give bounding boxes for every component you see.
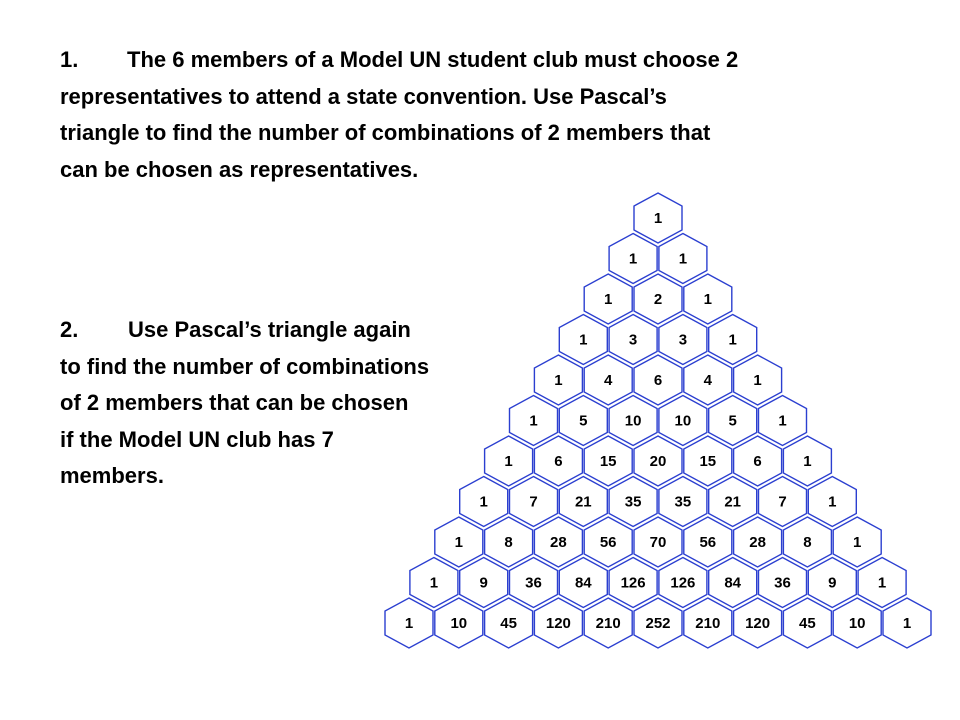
pascal-cell-r6-c5 bbox=[734, 436, 782, 486]
pascal-cell-r4-c3 bbox=[684, 355, 732, 405]
pascal-cell-r8-c6 bbox=[734, 517, 782, 567]
pascal-value: 3 bbox=[628, 331, 638, 349]
pascal-value: 3 bbox=[678, 331, 688, 349]
pascal-cell-r6-c1 bbox=[534, 436, 582, 486]
pascal-cell-r10-c2 bbox=[485, 598, 533, 648]
pascal-cell-r4-c0 bbox=[534, 355, 582, 405]
pascal-cell-r7-c6 bbox=[759, 477, 807, 527]
pascal-value: 126 bbox=[670, 574, 696, 592]
pascal-cell-r5-c3 bbox=[659, 396, 707, 446]
pascal-value: 56 bbox=[699, 533, 717, 551]
pascal-cell-r4-c1 bbox=[584, 355, 632, 405]
pascal-value: 70 bbox=[649, 533, 667, 551]
pascal-value: 56 bbox=[599, 533, 617, 551]
pascal-value: 4 bbox=[703, 371, 712, 389]
problem-2-line-3: of 2 members that can be chosen bbox=[60, 390, 409, 415]
pascal-value: 1 bbox=[404, 614, 414, 632]
pascal-cell-r10-c6 bbox=[684, 598, 732, 648]
pascal-value: 1 bbox=[529, 412, 538, 430]
pascal-cell-r1-c1 bbox=[659, 234, 707, 284]
problem-1-line-4: can be chosen as representatives. bbox=[60, 156, 419, 182]
pascal-cell-r10-c4 bbox=[584, 598, 632, 648]
pascal-cell-r7-c7 bbox=[808, 477, 856, 527]
pascal-value: 5 bbox=[579, 412, 588, 430]
pascal-cell-r8-c3 bbox=[584, 517, 632, 567]
pascal-value: 1 bbox=[703, 290, 712, 308]
pascal-cell-r8-c7 bbox=[783, 517, 831, 567]
pascal-cell-r10-c7 bbox=[734, 598, 782, 648]
pascal-cell-r9-c2 bbox=[510, 558, 558, 608]
pascal-value: 1 bbox=[628, 250, 638, 268]
pascal-cell-r2-c0 bbox=[584, 274, 632, 324]
pascal-value: 126 bbox=[620, 574, 646, 592]
pascal-cell-r9-c8 bbox=[808, 558, 856, 608]
pascal-cell-r10-c9 bbox=[833, 598, 881, 648]
pascal-cell-r5-c1 bbox=[559, 396, 607, 446]
pascal-cell-r8-c5 bbox=[684, 517, 732, 567]
pascal-cell-r10-c5 bbox=[634, 598, 682, 648]
pascal-value: 1 bbox=[554, 371, 563, 389]
pascal-value: 1 bbox=[828, 493, 837, 511]
pascal-value: 84 bbox=[724, 574, 742, 592]
pascal-cell-r7-c3 bbox=[609, 477, 657, 527]
pascal-value: 20 bbox=[649, 452, 667, 470]
pascal-value: 1 bbox=[479, 493, 488, 511]
pascal-value: 45 bbox=[500, 614, 517, 632]
pascal-value: 2 bbox=[653, 290, 663, 308]
pascal-value: 84 bbox=[574, 574, 592, 592]
pascal-cell-r6-c3 bbox=[634, 436, 682, 486]
pascal-cell-r8-c2 bbox=[534, 517, 582, 567]
pascal-cell-r4-c4 bbox=[734, 355, 782, 405]
pascal-cell-r2-c2 bbox=[684, 274, 732, 324]
pascal-cell-r9-c4 bbox=[609, 558, 657, 608]
pascal-cell-r3-c3 bbox=[709, 315, 757, 365]
pascal-value: 6 bbox=[753, 452, 762, 470]
pascal-value: 1 bbox=[454, 533, 463, 551]
pascal-value: 120 bbox=[545, 614, 571, 632]
pascal-cell-r7-c5 bbox=[709, 477, 757, 527]
pascal-value: 10 bbox=[450, 614, 468, 632]
pascal-value: 8 bbox=[504, 533, 513, 551]
pascal-cell-r7-c2 bbox=[559, 477, 607, 527]
pascal-value: 1 bbox=[803, 452, 812, 470]
pascal-value: 1 bbox=[504, 452, 513, 470]
pascal-cell-r8-c0 bbox=[435, 517, 483, 567]
pascal-cell-r8-c1 bbox=[485, 517, 533, 567]
pascal-value: 120 bbox=[745, 614, 771, 632]
pascal-value: 10 bbox=[674, 412, 692, 430]
pascal-cell-r7-c4 bbox=[659, 477, 707, 527]
pascal-cell-r9-c1 bbox=[460, 558, 508, 608]
problem-2-number: 2. bbox=[60, 317, 79, 342]
problem-2-line-1: Use Pascal’s triangle again bbox=[128, 317, 411, 342]
pascal-value: 1 bbox=[877, 574, 887, 592]
pascal-cell-r3-c0 bbox=[559, 315, 607, 365]
problem-2-line-4: if the Model UN club has 7 bbox=[60, 426, 334, 452]
pascal-cell-r9-c9 bbox=[858, 558, 906, 608]
pascal-value: 9 bbox=[828, 574, 837, 592]
pascal-cell-r10-c3 bbox=[534, 598, 582, 648]
pascal-value: 1 bbox=[604, 290, 613, 308]
pascal-cell-r9-c7 bbox=[759, 558, 807, 608]
pascal-value: 7 bbox=[529, 493, 538, 511]
pascal-cell-r9-c0 bbox=[410, 558, 458, 608]
pascal-cell-r8-c8 bbox=[833, 517, 881, 567]
pascal-value: 210 bbox=[695, 614, 721, 632]
pascal-cell-r5-c5 bbox=[759, 396, 807, 446]
pascal-value: 1 bbox=[579, 331, 588, 349]
problem-2-line-2: to find the number of combinations bbox=[60, 353, 430, 379]
pascal-value: 21 bbox=[724, 493, 742, 511]
pascal-cell-r1-c0 bbox=[609, 234, 657, 284]
pascal-cell-r0-c0 bbox=[634, 193, 682, 243]
pascal-value: 1 bbox=[429, 574, 439, 592]
problem-1-number: 1. bbox=[60, 47, 79, 72]
pascal-value: 5 bbox=[728, 412, 737, 430]
pascal-value: 10 bbox=[624, 412, 642, 430]
pascal-cell-r2-c1 bbox=[634, 274, 682, 324]
pascal-cell-r9-c6 bbox=[709, 558, 757, 608]
pascal-cell-r9-c3 bbox=[559, 558, 607, 608]
pascal-value: 36 bbox=[525, 574, 542, 592]
pascal-value: 8 bbox=[803, 533, 812, 551]
pascal-cell-r5-c4 bbox=[709, 396, 757, 446]
pascal-value: 15 bbox=[599, 452, 617, 470]
pascal-value: 1 bbox=[653, 209, 663, 227]
pascal-value: 21 bbox=[574, 493, 592, 511]
pascal-value: 252 bbox=[645, 614, 671, 632]
pascal-cell-r10-c1 bbox=[435, 598, 483, 648]
pascal-value: 210 bbox=[595, 614, 621, 632]
pascal-value: 6 bbox=[653, 371, 663, 389]
pascal-value: 1 bbox=[902, 614, 912, 632]
pascal-value: 1 bbox=[778, 412, 787, 430]
pascal-cell-r8-c4 bbox=[634, 517, 682, 567]
pascal-value: 10 bbox=[848, 614, 866, 632]
pascal-cell-r9-c5 bbox=[659, 558, 707, 608]
pascal-cell-r6-c2 bbox=[584, 436, 632, 486]
problem-1-line-2: representatives to attend a state convention. Use Pascal’s bbox=[60, 83, 667, 109]
pascal-cell-r10-c0 bbox=[385, 598, 433, 648]
pascal-value: 1 bbox=[678, 250, 688, 268]
pascal-value: 9 bbox=[479, 574, 488, 592]
pascal-value: 15 bbox=[699, 452, 717, 470]
pascal-value: 7 bbox=[778, 493, 787, 511]
pascal-value: 35 bbox=[674, 493, 692, 511]
pascal-value: 1 bbox=[728, 331, 737, 349]
pascal-value: 28 bbox=[550, 533, 567, 551]
problem-1-line-3: triangle to find the number of combinations of 2 members that bbox=[60, 120, 711, 145]
pascal-value: 45 bbox=[799, 614, 816, 632]
pascal-cell-r3-c2 bbox=[659, 315, 707, 365]
pascal-cell-r10-c10 bbox=[883, 598, 931, 648]
problem-2 bbox=[60, 312, 520, 495]
pascal-cell-r6-c6 bbox=[783, 436, 831, 486]
pascal-value: 4 bbox=[604, 371, 613, 389]
pascal-cell-r4-c2 bbox=[634, 355, 682, 405]
pascal-value: 28 bbox=[749, 533, 766, 551]
pascal-value: 36 bbox=[774, 574, 791, 592]
problem-2-line-5: members. bbox=[60, 463, 164, 488]
pascal-value: 6 bbox=[554, 452, 563, 470]
pascal-cell-r3-c1 bbox=[609, 315, 657, 365]
pascal-value: 1 bbox=[753, 371, 762, 389]
pascal-value: 1 bbox=[853, 533, 862, 551]
problem-1-line-1: The 6 members of a Model UN student club must choose 2 bbox=[127, 47, 739, 72]
pascal-value: 35 bbox=[624, 493, 642, 511]
pascal-cell-r10-c8 bbox=[783, 598, 831, 648]
pascal-cell-r5-c2 bbox=[609, 396, 657, 446]
pascal-cell-r6-c4 bbox=[684, 436, 732, 486]
